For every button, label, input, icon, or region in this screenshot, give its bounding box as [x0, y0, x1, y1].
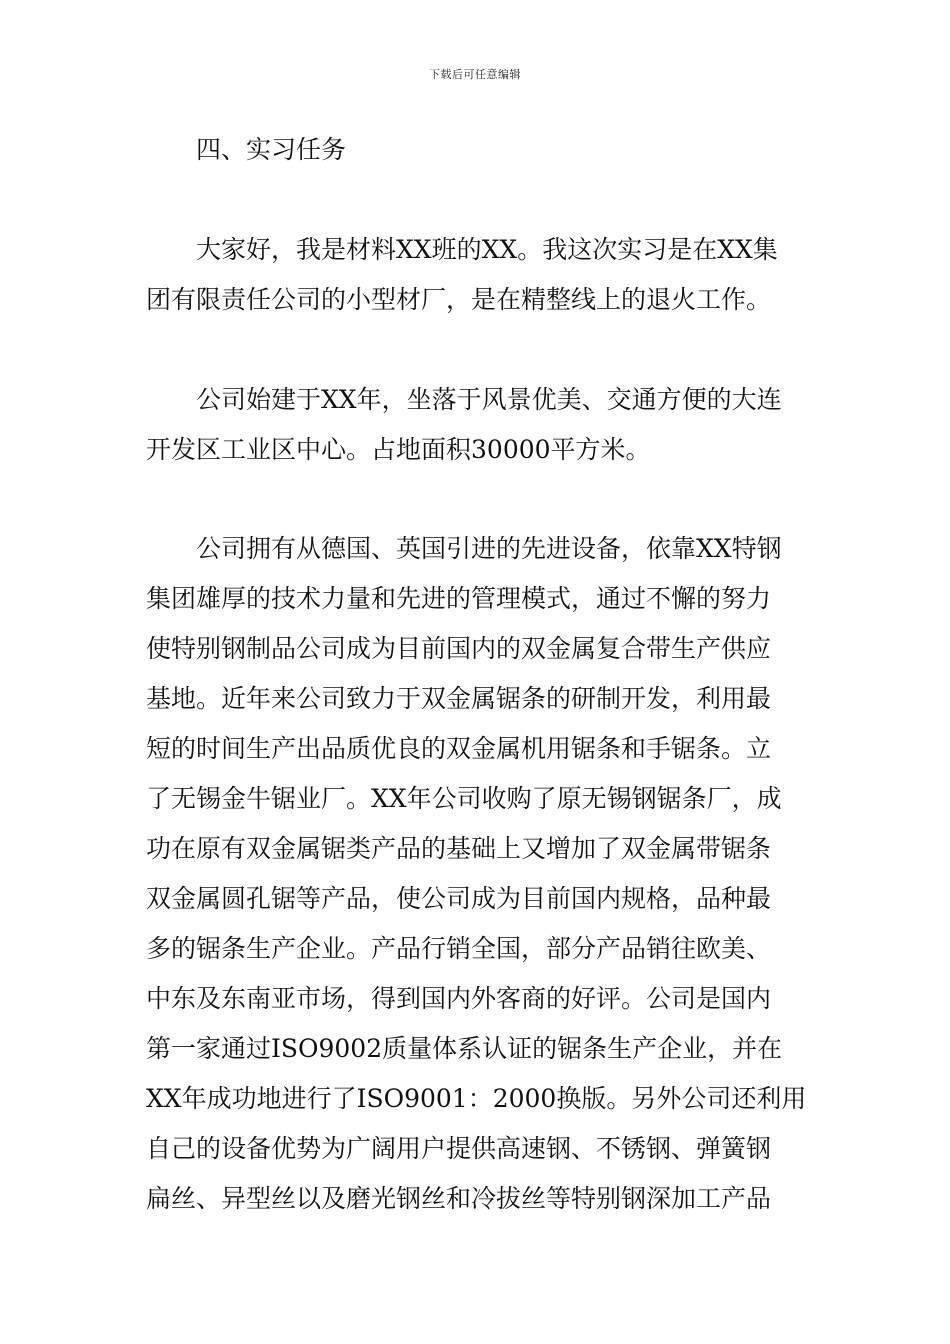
paragraph-3-line-4: 基地。近年来公司致力于双金属锯条的研制开发，利用最 [146, 684, 772, 713]
paragraph-2-line-2: 开发区工业区中心。占地面积30000平方米。 [146, 435, 651, 464]
paragraph-3-line-5: 短的时间生产出品质优良的双金属机用锯条和手锯条。立 [146, 734, 772, 763]
paragraph-3-line-8: 双金属圆孔锯等产品，使公司成为目前国内规格，品种最 [146, 884, 772, 913]
paragraph-3-line-13: 自己的设备优势为广阔用户提供高速钢、不锈钢、弹簧钢 [146, 1134, 772, 1163]
section-heading: 四、实习任务 [196, 135, 347, 164]
paragraph-3-line-3: 使特别钢制品公司成为目前国内的双金属复合带生产供应 [146, 634, 772, 663]
paragraph-3-line-11: 第一家通过ISO9002质量体系认证的锯条生产企业，并在 [146, 1034, 783, 1063]
paragraph-3-line-2: 集团雄厚的技术力量和先进的管理模式，通过不懈的努力 [146, 584, 772, 613]
paragraph-3-line-10: 中东及东南亚市场，得到国内外客商的好评。公司是国内 [146, 984, 772, 1013]
paragraph-2-line-1: 公司始建于XX年，坐落于风景优美、交通方便的大连 [196, 385, 782, 414]
paragraph-1-line-1: 大家好，我是材料XX班的XX。我这次实习是在XX集 [196, 235, 778, 264]
paragraph-3-line-12: XX年成功地进行了ISO9001：2000换版。另外公司还利用 [146, 1084, 807, 1113]
paragraph-3-line-9: 多的锯条生产企业。产品行销全国，部分产品销往欧美、 [146, 934, 772, 963]
header-note: 下载后可任意编辑 [429, 68, 521, 81]
paragraph-3-line-7: 功在原有双金属锯类产品的基础上又增加了双金属带锯条 [146, 834, 772, 863]
paragraph-3-line-14: 扁丝、异型丝以及磨光钢丝和冷拔丝等特别钢深加工产品 [146, 1184, 772, 1213]
paragraph-3-line-1: 公司拥有从德国、英国引进的先进设备，依靠XX特钢 [196, 534, 782, 563]
paragraph-1-line-2: 团有限责任公司的小型材厂，是在精整线上的退火工作。 [146, 285, 772, 314]
paragraph-3-line-6: 了无锡金牛锯业厂。XX年公司收购了原无锡钢锯条厂，成 [146, 784, 782, 813]
